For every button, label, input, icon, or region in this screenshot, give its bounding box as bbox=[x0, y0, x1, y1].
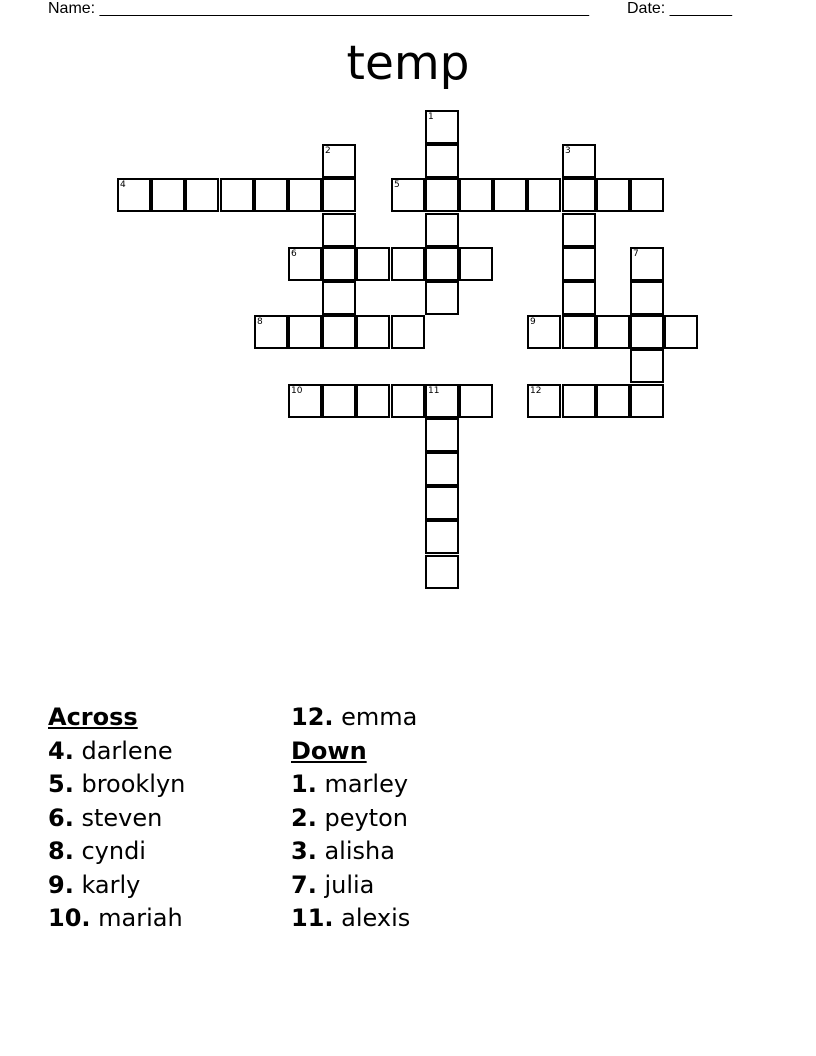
clue-number: 7. bbox=[291, 870, 317, 899]
clue-answer: julia bbox=[316, 870, 375, 899]
clues-column-1 bbox=[48, 701, 185, 936]
crossword-cell[interactable] bbox=[493, 178, 527, 212]
clue-item bbox=[48, 835, 185, 869]
crossword-cell[interactable] bbox=[664, 315, 698, 349]
clue-number: 6. bbox=[48, 803, 74, 832]
clue-section-heading: Down bbox=[291, 736, 367, 765]
crossword-cell[interactable] bbox=[630, 281, 664, 315]
clue-item bbox=[48, 802, 185, 836]
crossword-cell[interactable] bbox=[562, 213, 596, 247]
crossword-cell[interactable] bbox=[425, 110, 459, 144]
clue-item bbox=[48, 869, 185, 903]
clue-answer: alexis bbox=[333, 904, 411, 932]
clue-answer: peyton bbox=[316, 803, 408, 832]
clue-number: 9. bbox=[48, 870, 74, 899]
clue-item bbox=[48, 768, 185, 802]
crossword-cell[interactable] bbox=[356, 247, 390, 281]
crossword-cell[interactable] bbox=[562, 144, 596, 178]
clue-number: 1. bbox=[291, 770, 317, 798]
clue-number: 12. bbox=[291, 703, 334, 731]
crossword-cell[interactable] bbox=[425, 486, 459, 520]
crossword-cell[interactable] bbox=[425, 144, 459, 178]
crossword-cell[interactable] bbox=[425, 213, 459, 247]
clue-answer: cyndi bbox=[73, 837, 146, 865]
crossword-cell[interactable] bbox=[527, 315, 561, 349]
clue-item bbox=[291, 802, 417, 836]
clue-number: 3 bbox=[565, 146, 571, 156]
crossword-cell[interactable] bbox=[425, 247, 459, 281]
crossword-cell[interactable] bbox=[288, 384, 322, 418]
crossword-cell[interactable] bbox=[630, 247, 664, 281]
crossword-cell[interactable] bbox=[117, 178, 151, 212]
crossword-cell[interactable] bbox=[527, 384, 561, 418]
crossword-cell[interactable] bbox=[425, 281, 459, 315]
clue-number: 4. bbox=[48, 736, 74, 765]
crossword-cell[interactable] bbox=[322, 144, 356, 178]
crossword-cell[interactable] bbox=[562, 281, 596, 315]
crossword-cell[interactable] bbox=[562, 315, 596, 349]
clue-number: 3. bbox=[291, 837, 317, 865]
crossword-cell[interactable] bbox=[391, 315, 425, 349]
clues-column-2 bbox=[291, 701, 417, 936]
clue-answer: alisha bbox=[316, 837, 395, 865]
crossword-cell[interactable] bbox=[562, 384, 596, 418]
clue-answer: darlene bbox=[73, 736, 173, 765]
clue-item bbox=[48, 902, 185, 936]
crossword-cell[interactable] bbox=[288, 247, 322, 281]
crossword-cell[interactable] bbox=[459, 178, 493, 212]
crossword-cell[interactable] bbox=[596, 384, 630, 418]
crossword-cell[interactable] bbox=[459, 384, 493, 418]
clue-item bbox=[48, 735, 185, 769]
clue-number: 7 bbox=[633, 249, 639, 259]
clue-number: 8. bbox=[48, 837, 74, 865]
crossword-cell[interactable] bbox=[322, 213, 356, 247]
clue-number: 10 bbox=[291, 386, 303, 396]
name-line: Name: _______________________________________________________ bbox=[48, 0, 589, 17]
crossword-cell[interactable] bbox=[391, 178, 425, 212]
crossword-cell[interactable] bbox=[322, 281, 356, 315]
clue-answer: marley bbox=[316, 770, 409, 798]
crossword-cell[interactable] bbox=[562, 247, 596, 281]
page-title: temp bbox=[346, 36, 470, 91]
crossword-cell[interactable] bbox=[562, 178, 596, 212]
clue-number: 6 bbox=[291, 249, 297, 259]
crossword-cell[interactable] bbox=[425, 555, 459, 589]
clue-answer: emma bbox=[333, 703, 418, 731]
crossword-cell[interactable] bbox=[527, 178, 561, 212]
crossword-cell[interactable] bbox=[254, 178, 288, 212]
clue-item bbox=[291, 835, 417, 869]
crossword-cell[interactable] bbox=[254, 315, 288, 349]
crossword-cell[interactable] bbox=[630, 384, 664, 418]
clue-number: 2. bbox=[291, 803, 317, 832]
clue-item bbox=[291, 869, 417, 903]
clue-number: 11 bbox=[428, 386, 440, 396]
crossword-cell[interactable] bbox=[425, 178, 459, 212]
clue-number: 5. bbox=[48, 770, 74, 798]
clue-number: 4 bbox=[120, 180, 126, 190]
crossword-cell[interactable] bbox=[425, 452, 459, 486]
clue-number: 5 bbox=[394, 180, 400, 190]
crossword-cell[interactable] bbox=[322, 178, 356, 212]
crossword-cell[interactable] bbox=[596, 315, 630, 349]
clue-item bbox=[291, 701, 417, 735]
clue-item bbox=[291, 902, 417, 936]
crossword-cell[interactable] bbox=[220, 178, 254, 212]
crossword-cell[interactable] bbox=[391, 247, 425, 281]
crossword-cell[interactable] bbox=[356, 315, 390, 349]
crossword-cell[interactable] bbox=[459, 247, 493, 281]
crossword-cell[interactable] bbox=[322, 384, 356, 418]
clue-answer: brooklyn bbox=[73, 770, 186, 798]
crossword-cell[interactable] bbox=[288, 178, 322, 212]
crossword-cell[interactable] bbox=[322, 315, 356, 349]
crossword-cell[interactable] bbox=[630, 178, 664, 212]
clue-number: 12 bbox=[530, 386, 542, 396]
clue-number: 11. bbox=[291, 904, 334, 932]
crossword-cell[interactable] bbox=[391, 384, 425, 418]
clue-answer: karly bbox=[73, 870, 141, 899]
crossword-cell[interactable] bbox=[425, 418, 459, 452]
crossword-cell[interactable] bbox=[596, 178, 630, 212]
crossword-cell[interactable] bbox=[425, 520, 459, 554]
crossword-cell[interactable] bbox=[425, 384, 459, 418]
crossword-cell[interactable] bbox=[630, 349, 664, 383]
crossword-cell[interactable] bbox=[185, 178, 219, 212]
crossword-cell[interactable] bbox=[288, 315, 322, 349]
date-line: Date: _______ bbox=[627, 0, 732, 17]
clue-section-heading: Across bbox=[48, 703, 138, 731]
clue-item bbox=[291, 768, 417, 802]
clue-number: 2 bbox=[325, 146, 331, 156]
clue-number: 8 bbox=[257, 317, 263, 327]
clue-answer: mariah bbox=[90, 904, 183, 932]
clue-number: 1 bbox=[428, 112, 434, 122]
crossword-cell[interactable] bbox=[356, 384, 390, 418]
clue-number: 9 bbox=[530, 317, 536, 327]
crossword-cell[interactable] bbox=[151, 178, 185, 212]
crossword-cell[interactable] bbox=[630, 315, 664, 349]
crossword-cell[interactable] bbox=[322, 247, 356, 281]
clue-answer: steven bbox=[73, 803, 163, 832]
clue-number: 10. bbox=[48, 904, 91, 932]
